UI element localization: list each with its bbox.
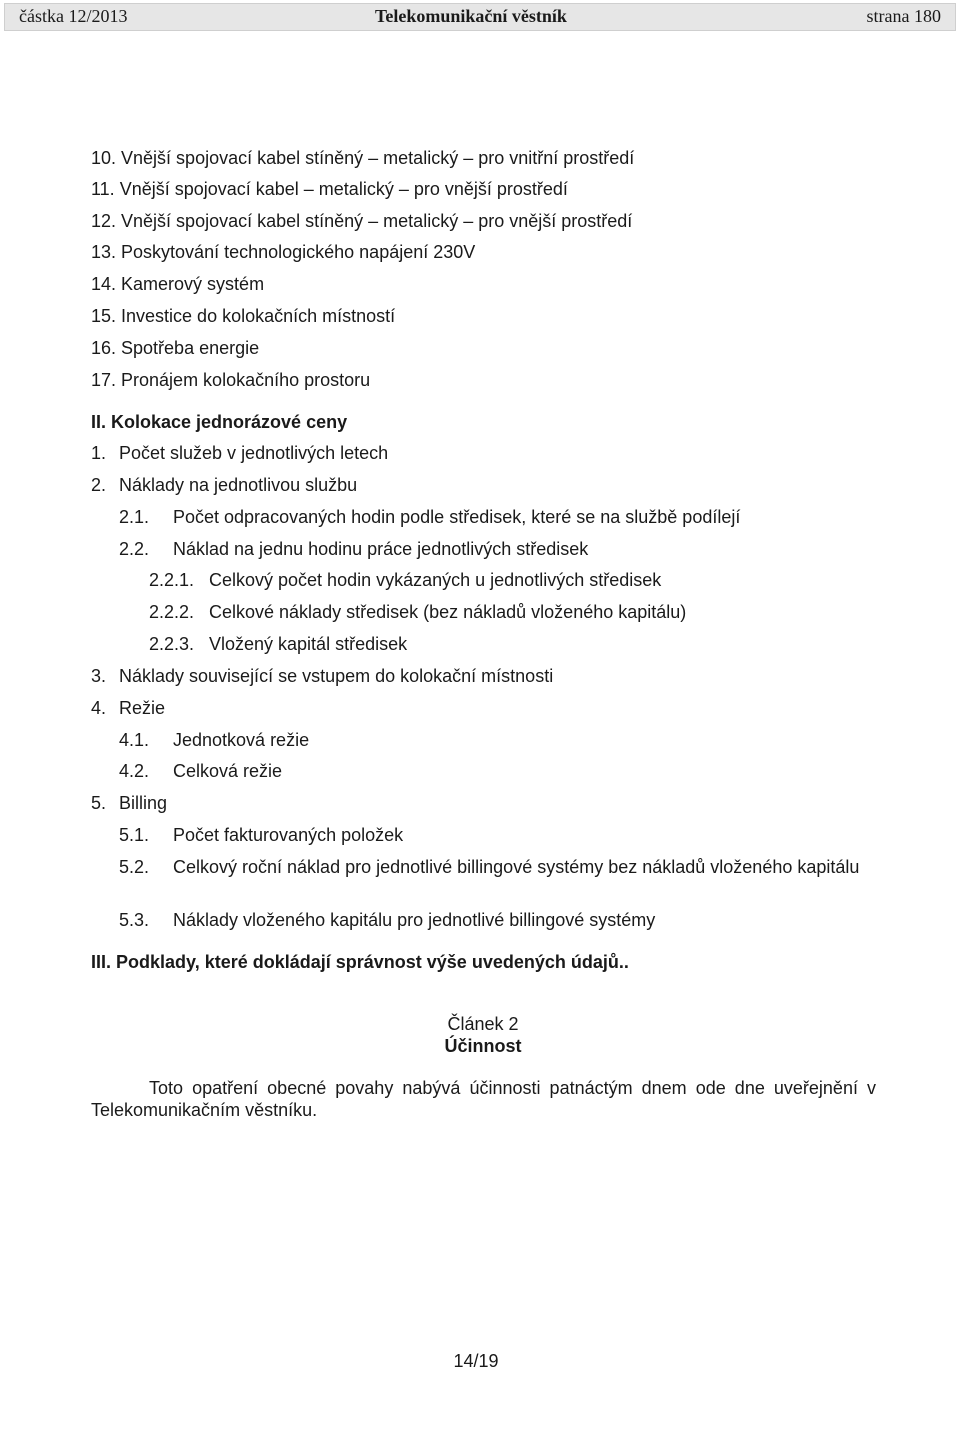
item-text: Celková režie — [173, 761, 283, 781]
item-number: 2.2.3. — [149, 634, 195, 654]
list-item: 10. Vnější spojovací kabel stíněný – metalický – pro vnitřní prostředí — [91, 148, 635, 168]
item-text: Počet odpracovaných hodin podle středisek, které se na službě podílejí — [173, 507, 741, 527]
item-number: 5.3. — [119, 910, 150, 930]
item-text: Počet služeb v jednotlivých letech — [119, 443, 389, 463]
item-number: 5.1. — [119, 825, 150, 845]
item-number: 3. — [91, 666, 107, 686]
item-number: 4.2. — [119, 761, 150, 781]
item-text: Náklad na jednu hodinu práce jednotlivých středisek — [173, 539, 589, 559]
item-text: Vložený kapitál středisek — [209, 634, 408, 654]
issue-label: částka 12/2013 — [19, 6, 128, 26]
item-text: Celkový počet hodin vykázaných u jednotlivých středisek — [209, 570, 662, 590]
item-number: 2.2. — [119, 539, 150, 559]
item-number: 2.2.1. — [149, 570, 195, 590]
item-number: 4. — [91, 698, 107, 718]
journal-title: Telekomunikační věstník — [375, 6, 567, 26]
list-item: 11. Vnější spojovací kabel – metalický – pro vnější prostředí — [91, 179, 568, 199]
page-header — [4, 3, 956, 31]
item-number: 4.1. — [119, 730, 150, 750]
page-label: strana 180 — [866, 6, 941, 26]
article-title: Článek 2 — [447, 1014, 519, 1034]
item-text: Náklady na jednotlivou službu — [119, 475, 358, 495]
list-item: 12. Vnější spojovací kabel stíněný – metalický – pro vnější prostředí — [91, 211, 633, 231]
item-text: Náklady vloženého kapitálu pro jednotlivé billingové systémy — [173, 910, 656, 930]
list-item: 17. Pronájem kolokačního prostoru — [91, 370, 371, 390]
list-item: 14. Kamerový systém — [91, 274, 265, 294]
item-number: 1. — [91, 443, 107, 463]
item-number: 2. — [91, 475, 107, 495]
item-text: Celkový roční náklad pro jednotlivé billingové systémy bez nákladů vloženého kapitálu — [173, 857, 860, 877]
item-number: 2.1. — [119, 507, 150, 527]
item-text: Náklady související se vstupem do kolokační místnosti — [119, 666, 554, 686]
page-number: 14/19 — [453, 1351, 499, 1371]
article-body: Toto opatření obecné povahy nabývá účinnosti patnáctým dnem ode dne uveřejnění v Telekomunikačním věstníku. — [91, 1078, 876, 1120]
list-item: 13. Poskytování technologického napájení 230V — [91, 242, 476, 262]
article-subtitle: Účinnost — [444, 1036, 522, 1056]
item-text: Celkové náklady středisek (bez nákladů vloženého kapitálu) — [209, 602, 687, 622]
item-text: Jednotková režie — [173, 730, 310, 750]
item-text: Režie — [119, 698, 166, 718]
item-number: 5.2. — [119, 857, 150, 877]
list-item — [119, 856, 149, 878]
item-text: Počet fakturovaných položek — [173, 825, 404, 845]
section-heading: II. Kolokace jednorázové ceny — [91, 412, 348, 432]
section-heading: III. Podklady, které dokládají správnost výše uvedených údajů.. — [91, 952, 629, 972]
list-item: 15. Investice do kolokačních místností — [91, 306, 396, 326]
item-number: 2.2.2. — [149, 602, 195, 622]
list-item: 16. Spotřeba energie — [91, 338, 260, 358]
item-text: Billing — [119, 793, 168, 813]
item-number: 5. — [91, 793, 107, 813]
